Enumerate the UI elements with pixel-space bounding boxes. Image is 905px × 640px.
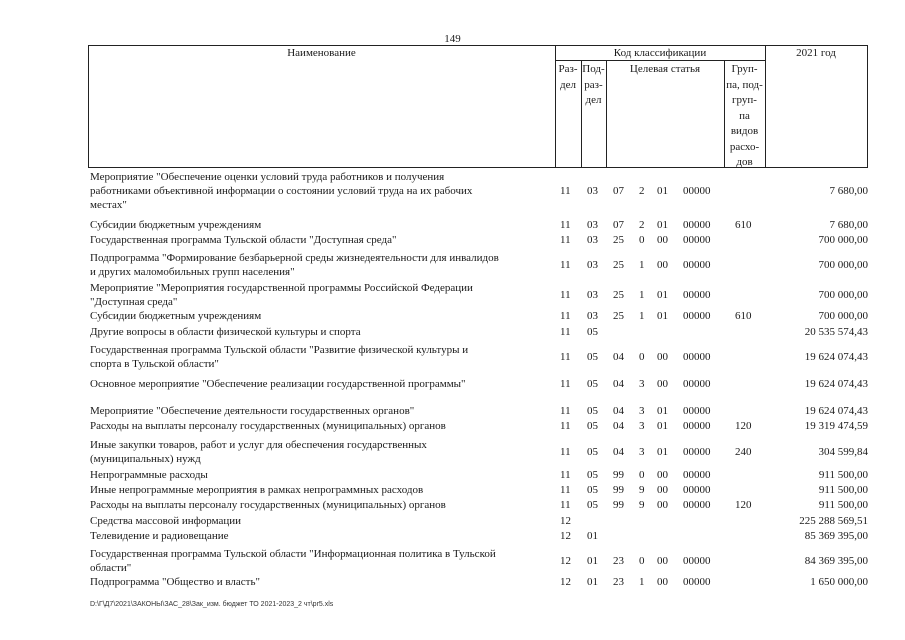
row-code-direction: 00000 — [683, 310, 711, 322]
row-name-line: Подпрограмма "Формирование безбарьерной среды жизнедеятельности для инвалидов — [90, 252, 499, 264]
row-code-direction: 00000 — [683, 259, 711, 271]
row-amount: 7 680,00 — [829, 185, 868, 197]
row-name-line: и других маломобильных групп населения" — [90, 266, 295, 278]
row-amount: 700 000,00 — [818, 289, 868, 301]
row-code-program: 25 — [613, 234, 624, 246]
row-code-podrazdel: 03 — [587, 219, 598, 231]
header-group: Груп- па, под- груп- па видов расхо- дов — [726, 63, 763, 168]
row-code-razdel: 12 — [560, 576, 571, 588]
row-code-direction: 00000 — [683, 234, 711, 246]
row-code-podrazdel: 05 — [587, 446, 598, 458]
table-row — [90, 468, 868, 482]
header-year: 2021 год — [796, 47, 836, 59]
table-row — [90, 233, 868, 247]
row-code-razdel: 11 — [560, 185, 571, 197]
header-podrazdel: Под- раз- дел — [582, 63, 605, 106]
table-row — [90, 170, 868, 212]
row-name — [90, 170, 552, 212]
row-code-podrazdel: 03 — [587, 259, 598, 271]
header-name: Наименование — [287, 47, 356, 59]
row-amount: 19 624 074,43 — [804, 378, 868, 390]
row-name-line: спорта в Тульской области" — [90, 358, 219, 370]
row-name-line: Подпрограмма "Общество и власть" — [90, 576, 260, 588]
table-row — [90, 529, 868, 543]
row-code-direction: 00000 — [683, 576, 711, 588]
row-name-line: Средства массовой информации — [90, 515, 241, 527]
row-code-podrazdel: 05 — [587, 378, 598, 390]
table-row — [90, 281, 868, 309]
row-code-expense-group: 240 — [735, 446, 752, 458]
row-code-event: 00 — [657, 576, 668, 588]
row-code-subprogram: 0 — [639, 234, 645, 246]
row-code-event: 00 — [657, 469, 668, 481]
row-code-event: 00 — [657, 351, 668, 363]
row-code-event: 01 — [657, 289, 668, 301]
row-code-podrazdel: 05 — [587, 420, 598, 432]
row-name-line: области" — [90, 562, 132, 574]
row-code-podrazdel: 05 — [587, 499, 598, 511]
row-code-program: 04 — [613, 446, 624, 458]
row-amount: 20 535 574,43 — [804, 326, 868, 338]
row-code-direction: 00000 — [683, 289, 711, 301]
row-code-razdel: 11 — [560, 405, 571, 417]
row-code-razdel: 11 — [560, 446, 571, 458]
row-code-direction: 00000 — [683, 351, 711, 363]
row-code-program: 25 — [613, 310, 624, 322]
row-code-podrazdel: 05 — [587, 484, 598, 496]
row-code-direction: 00000 — [683, 555, 711, 567]
row-code-expense-group: 610 — [735, 310, 752, 322]
row-code-razdel: 11 — [560, 219, 571, 231]
table-row — [90, 251, 868, 279]
row-code-razdel: 11 — [560, 234, 571, 246]
row-name — [90, 251, 552, 279]
row-code-podrazdel: 05 — [587, 351, 598, 363]
table-row — [90, 483, 868, 497]
table-row — [90, 325, 868, 339]
header-divider-group — [765, 45, 766, 168]
row-code-program: 99 — [613, 484, 624, 496]
row-name-line: Другие вопросы в области физической культуры и спорта — [90, 326, 361, 338]
row-code-program: 04 — [613, 405, 624, 417]
row-code-subprogram: 9 — [639, 499, 645, 511]
header-right-border — [867, 45, 868, 168]
row-code-event: 00 — [657, 259, 668, 271]
row-name — [90, 483, 552, 497]
row-amount: 911 500,00 — [818, 469, 868, 481]
table-row — [90, 419, 868, 433]
row-name — [90, 468, 552, 482]
row-name — [90, 498, 552, 512]
table-row — [90, 218, 868, 232]
row-name-line: Субсидии бюджетным учреждениям — [90, 310, 262, 322]
row-code-podrazdel: 03 — [587, 289, 598, 301]
row-code-event: 00 — [657, 378, 668, 390]
row-code-subprogram: 3 — [639, 446, 645, 458]
row-code-podrazdel: 03 — [587, 185, 598, 197]
table-row — [90, 343, 868, 371]
row-code-direction: 00000 — [683, 469, 711, 481]
table-row — [90, 547, 868, 575]
row-code-program: 23 — [613, 555, 624, 567]
row-code-event: 01 — [657, 405, 668, 417]
row-code-program: 07 — [613, 185, 624, 197]
row-code-subprogram: 1 — [639, 576, 645, 588]
row-name — [90, 404, 552, 418]
row-code-program: 99 — [613, 499, 624, 511]
page-number: 149 — [444, 33, 461, 45]
row-code-subprogram: 1 — [639, 289, 645, 301]
row-name — [90, 514, 552, 528]
row-code-razdel: 11 — [560, 484, 571, 496]
row-code-subprogram: 3 — [639, 405, 645, 417]
row-name — [90, 547, 552, 575]
row-code-razdel: 11 — [560, 499, 571, 511]
table-row — [90, 404, 868, 418]
table-row — [90, 377, 868, 391]
row-code-razdel: 11 — [560, 326, 571, 338]
row-code-podrazdel: 05 — [587, 405, 598, 417]
row-amount: 700 000,00 — [818, 310, 868, 322]
row-code-razdel: 12 — [560, 555, 571, 567]
row-code-subprogram: 2 — [639, 185, 645, 197]
row-name-line: Мероприятие "Обеспечение деятельности государственных органов" — [90, 405, 415, 417]
row-code-podrazdel: 03 — [587, 310, 598, 322]
row-code-direction: 00000 — [683, 446, 711, 458]
row-code-direction: 00000 — [683, 185, 711, 197]
row-code-event: 00 — [657, 234, 668, 246]
row-name — [90, 325, 552, 339]
row-name-line: Субсидии бюджетным учреждениям — [90, 219, 262, 231]
row-code-event: 01 — [657, 219, 668, 231]
row-amount: 19 319 474,59 — [804, 420, 868, 432]
row-code-subprogram: 2 — [639, 219, 645, 231]
row-code-direction: 00000 — [683, 378, 711, 390]
header-left-border — [88, 45, 89, 168]
header-code-group: Код классификации — [613, 47, 707, 59]
row-code-direction: 00000 — [683, 420, 711, 432]
row-name — [90, 575, 552, 589]
row-code-podrazdel: 05 — [587, 326, 598, 338]
row-code-direction: 00000 — [683, 405, 711, 417]
header-razdel: Раз- дел — [558, 63, 578, 91]
row-code-direction: 00000 — [683, 219, 711, 231]
row-name-line: Непрограммные расходы — [90, 469, 208, 481]
table-row — [90, 438, 868, 466]
row-code-direction: 00000 — [683, 499, 711, 511]
row-name-line: Мероприятие "Обеспечение оценки условий труда работников и получения — [90, 171, 445, 183]
row-name-line: Расходы на выплаты персоналу государственных (муниципальных) органов — [90, 420, 446, 432]
row-code-program: 25 — [613, 289, 624, 301]
row-name-line: Государственная программа Тульской области "Доступная среда" — [90, 234, 397, 246]
row-name — [90, 529, 552, 543]
row-code-podrazdel: 01 — [587, 530, 598, 542]
row-code-expense-group: 120 — [735, 420, 752, 432]
row-name — [90, 343, 552, 371]
row-name-line: местах" — [90, 199, 127, 211]
row-code-subprogram: 0 — [639, 469, 645, 481]
row-amount: 1 650 000,00 — [810, 576, 868, 588]
row-code-event: 00 — [657, 499, 668, 511]
row-name — [90, 309, 552, 323]
row-code-podrazdel: 01 — [587, 576, 598, 588]
row-amount: 19 624 074,43 — [804, 405, 868, 417]
row-code-program: 04 — [613, 420, 624, 432]
row-name-line: (муниципальных) нужд — [90, 453, 201, 465]
row-name-line: "Доступная среда" — [90, 296, 178, 308]
row-name-line: Иные закупки товаров, работ и услуг для обеспечения государственных — [90, 439, 427, 451]
row-amount: 911 500,00 — [818, 499, 868, 511]
row-amount: 700 000,00 — [818, 259, 868, 271]
row-name — [90, 218, 552, 232]
row-code-subprogram: 0 — [639, 555, 645, 567]
row-name — [90, 281, 552, 309]
table-row — [90, 514, 868, 528]
row-code-subprogram: 0 — [639, 351, 645, 363]
row-code-event: 00 — [657, 484, 668, 496]
row-code-program: 25 — [613, 259, 624, 271]
row-code-podrazdel: 03 — [587, 234, 598, 246]
row-name-line: Телевидение и радиовещание — [90, 530, 229, 542]
row-name-line: Мероприятие "Мероприятия государственной программы Российской Федерации — [90, 282, 473, 294]
row-code-event: 01 — [657, 446, 668, 458]
row-code-subprogram: 1 — [639, 259, 645, 271]
row-code-razdel: 11 — [560, 289, 571, 301]
row-code-subprogram: 9 — [639, 484, 645, 496]
row-name-line: Государственная программа Тульской области "Информационная политика в Тульской — [90, 548, 496, 560]
row-code-razdel: 12 — [560, 530, 571, 542]
row-code-subprogram: 3 — [639, 378, 645, 390]
row-code-event: 01 — [657, 420, 668, 432]
row-code-subprogram: 1 — [639, 310, 645, 322]
row-code-direction: 00000 — [683, 484, 711, 496]
row-amount: 304 599,84 — [818, 446, 868, 458]
row-name — [90, 438, 552, 466]
row-code-program: 04 — [613, 378, 624, 390]
row-name-line: Основное мероприятие "Обеспечение реализации государственной программы" — [90, 378, 466, 390]
row-amount: 84 369 395,00 — [804, 555, 868, 567]
row-name-line: Государственная программа Тульской области "Развитие физической культуры и — [90, 344, 469, 356]
row-code-razdel: 11 — [560, 351, 571, 363]
row-name-line: работниками объективной информации о состоянии условий труда на их рабочих — [90, 185, 473, 197]
row-code-program: 99 — [613, 469, 624, 481]
row-name — [90, 377, 552, 391]
row-code-razdel: 11 — [560, 378, 571, 390]
row-amount: 911 500,00 — [818, 484, 868, 496]
row-name-line: Иные непрограммные мероприятия в рамках непрограммных расходов — [90, 484, 424, 496]
row-name — [90, 419, 552, 433]
row-code-expense-group: 120 — [735, 499, 752, 511]
file-path-footer: D:\Г\Д7\2021\ЗАКОНЫ\ЗАС_28\Зак_изм. бюджет ТО 2021-2023_2 чт\pr5.xls — [90, 601, 334, 608]
table-row — [90, 575, 868, 589]
row-code-program: 23 — [613, 576, 624, 588]
table-row — [90, 309, 868, 323]
row-code-razdel: 11 — [560, 259, 571, 271]
row-code-podrazdel: 05 — [587, 469, 598, 481]
row-amount: 7 680,00 — [829, 219, 868, 231]
row-amount: 225 288 569,51 — [799, 515, 868, 527]
row-amount: 700 000,00 — [818, 234, 868, 246]
row-code-razdel: 12 — [560, 515, 571, 527]
row-code-program: 04 — [613, 351, 624, 363]
header-target: Целевая статья — [629, 63, 701, 75]
row-amount: 85 369 395,00 — [804, 530, 868, 542]
row-code-event: 00 — [657, 555, 668, 567]
row-code-program: 07 — [613, 219, 624, 231]
row-name — [90, 233, 552, 247]
row-code-podrazdel: 01 — [587, 555, 598, 567]
row-code-expense-group: 610 — [735, 219, 752, 231]
table-row — [90, 498, 868, 512]
row-code-subprogram: 3 — [639, 420, 645, 432]
row-name-line: Расходы на выплаты персоналу государственных (муниципальных) органов — [90, 499, 446, 511]
table-header — [88, 45, 868, 168]
row-code-razdel: 11 — [560, 420, 571, 432]
row-code-razdel: 11 — [560, 469, 571, 481]
row-amount: 19 624 074,43 — [804, 351, 868, 363]
row-code-razdel: 11 — [560, 310, 571, 322]
row-code-event: 01 — [657, 310, 668, 322]
row-code-event: 01 — [657, 185, 668, 197]
